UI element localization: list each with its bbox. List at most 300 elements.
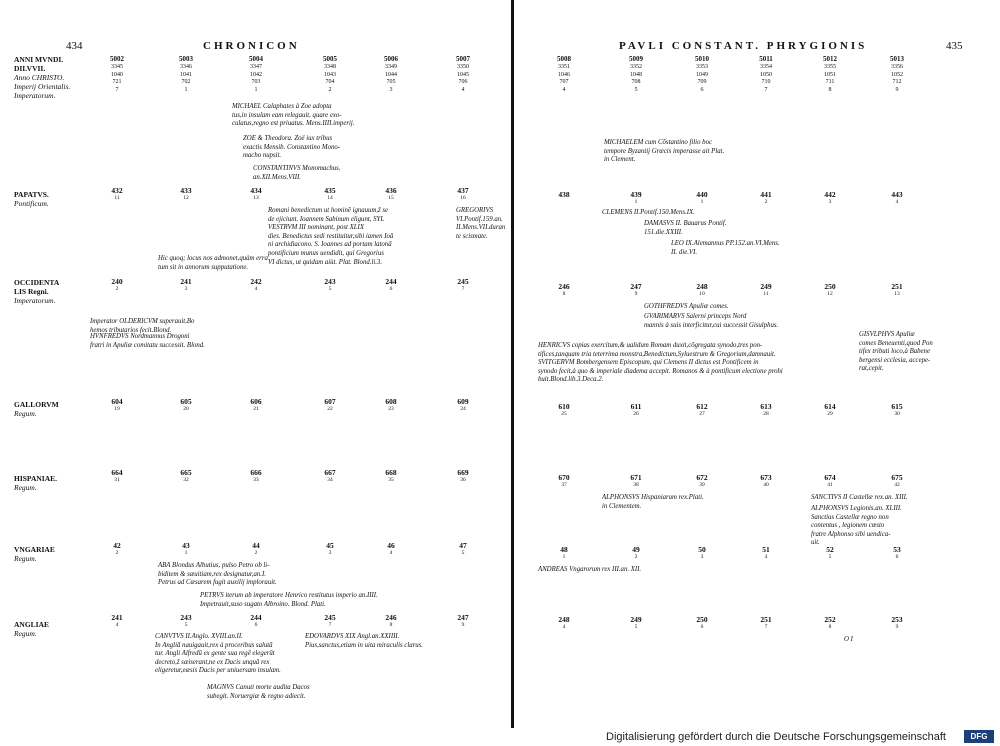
cell-number: 249 bbox=[760, 282, 772, 291]
papatus-cell bbox=[448, 186, 478, 201]
row-label-sub: Anno CHRISTO. Imperij Orientalis. Imperatorum. bbox=[14, 73, 71, 100]
cell-sub: 12 bbox=[183, 195, 189, 201]
cell-sub: 3 bbox=[700, 554, 704, 560]
cell-sub: 5 bbox=[328, 286, 332, 292]
year-sub-value: 1040 bbox=[111, 71, 123, 78]
cell-sub: 32 bbox=[183, 477, 189, 483]
row-label-title: GALLORVM bbox=[14, 400, 59, 409]
papatus-cell bbox=[102, 186, 132, 201]
cell-sub: 22 bbox=[327, 406, 333, 412]
cell-number: 246 bbox=[385, 613, 397, 622]
year-sub-value: 1041 bbox=[180, 71, 192, 78]
hispaniae-cell bbox=[687, 473, 717, 488]
cell-sub: 41 bbox=[827, 482, 833, 488]
year-sub-value: 5 bbox=[634, 87, 638, 94]
papatus-cell bbox=[241, 186, 271, 201]
cell-sub: 1 bbox=[634, 199, 638, 205]
year-value: 5009 bbox=[629, 55, 643, 63]
cell-sub: 9 bbox=[895, 624, 899, 630]
chronicle-note: SANCTIVS II Castellæ rex.an. XIII. bbox=[811, 494, 908, 501]
cell-sub: 2 bbox=[254, 550, 258, 556]
papatus-cell bbox=[815, 190, 845, 205]
cell-number: 668 bbox=[385, 468, 397, 477]
angliae-cell bbox=[815, 615, 845, 630]
cell-sub: 23 bbox=[388, 406, 394, 412]
cell-sub: 4 bbox=[562, 624, 566, 630]
year-sub-value: 703 bbox=[251, 79, 261, 86]
hispaniae-cell bbox=[751, 473, 781, 488]
cell-sub: 13 bbox=[894, 291, 900, 297]
year-sub-value: 3355 bbox=[824, 63, 836, 70]
cell-number: 441 bbox=[760, 190, 772, 199]
row-label bbox=[14, 474, 57, 492]
cell-sub: 42 bbox=[894, 482, 900, 488]
year-value: 5004 bbox=[249, 55, 263, 63]
cell-number: 611 bbox=[630, 402, 642, 411]
row-label bbox=[14, 55, 70, 100]
cell-number: 667 bbox=[324, 468, 336, 477]
year-sub-value: 3353 bbox=[696, 63, 708, 70]
year-sub-value: 4 bbox=[562, 87, 566, 94]
angliae-cell bbox=[102, 613, 132, 628]
footer-credit: Digitalisierung gefördert durch die Deutsche Forschungsgemeinschaft bbox=[606, 731, 946, 743]
chronicle-note: MAGNVS Canuti morte audita Dacos subegit. Noruergiæ & regno adiecit. bbox=[207, 684, 310, 700]
row-label bbox=[14, 190, 49, 208]
vngariae-cell bbox=[687, 545, 717, 560]
cell-sub: 5 bbox=[828, 554, 832, 560]
cell-sub: 39 bbox=[699, 482, 705, 488]
cell-number: 434 bbox=[250, 186, 262, 195]
papatus-cell bbox=[687, 190, 717, 205]
cell-sub: 5 bbox=[184, 622, 188, 628]
page-number: 435 bbox=[946, 40, 963, 52]
cell-sub: 11 bbox=[763, 291, 769, 297]
cell-sub: 26 bbox=[633, 411, 639, 417]
cell-number: 606 bbox=[250, 397, 262, 406]
cell-sub: 37 bbox=[561, 482, 567, 488]
cell-number: 47 bbox=[459, 541, 467, 550]
right-page bbox=[514, 0, 1000, 728]
cell-sub: 28 bbox=[763, 411, 769, 417]
cell-sub: 3 bbox=[328, 550, 332, 556]
hispaniae-cell bbox=[448, 468, 478, 483]
cell-number: 246 bbox=[558, 282, 570, 291]
year-sub-value: 1042 bbox=[250, 71, 262, 78]
vngariae-cell bbox=[241, 541, 271, 556]
cell-number: 245 bbox=[324, 613, 336, 622]
chronicle-note: GREGORIVS VI.Pontif.159.an. II.Mens.VII.duran te scismate. bbox=[456, 207, 506, 240]
cell-sub: 6 bbox=[389, 286, 393, 292]
gallorum-cell bbox=[315, 397, 345, 412]
chronicle-note: ZOE & Theodora. Zoë iux tribus exactis Mensib. Constantino Mono- macho nupsit. bbox=[243, 135, 341, 160]
hispaniae-cell bbox=[549, 473, 579, 488]
year-sub-value: 1051 bbox=[824, 71, 836, 78]
occid-cell bbox=[171, 277, 201, 292]
year-sub-value: 1052 bbox=[891, 71, 903, 78]
cell-number: 44 bbox=[252, 541, 260, 550]
cell-sub: 21 bbox=[253, 406, 259, 412]
angliae-cell bbox=[549, 615, 579, 630]
page-number: 434 bbox=[66, 40, 83, 52]
cell-sub: 2 bbox=[634, 554, 638, 560]
occid-cell bbox=[882, 282, 912, 297]
cell-number: 610 bbox=[558, 402, 570, 411]
row-label-sub: Regum. bbox=[14, 554, 37, 563]
cell-number: 48 bbox=[560, 545, 568, 554]
cell-number: 241 bbox=[180, 277, 192, 286]
angliae-cell bbox=[376, 613, 406, 628]
row-label-sub: Regum. bbox=[14, 483, 37, 492]
year-sub-value: 4 bbox=[461, 87, 465, 94]
year-value: 5002 bbox=[110, 55, 124, 63]
papatus-cell bbox=[882, 190, 912, 205]
cell-sub: 1 bbox=[562, 554, 566, 560]
year-column bbox=[371, 56, 411, 95]
year-value: 5008 bbox=[557, 55, 571, 63]
cell-number: 671 bbox=[630, 473, 642, 482]
angliae-cell bbox=[751, 615, 781, 630]
angliae-cell bbox=[315, 613, 345, 628]
vngariae-cell bbox=[171, 541, 201, 556]
cell-sub: 34 bbox=[327, 477, 333, 483]
occid-cell bbox=[315, 277, 345, 292]
cell-number: 613 bbox=[760, 402, 772, 411]
year-value: 5013 bbox=[890, 55, 904, 63]
cell-number: 251 bbox=[891, 282, 903, 291]
papatus-cell bbox=[171, 186, 201, 201]
cell-sub: 5 bbox=[461, 550, 465, 556]
cell-sub: 30 bbox=[894, 411, 900, 417]
chronicle-note: Imperator OLDERICVM superauit,Bo hemos tributarios fecit.Blond. bbox=[90, 318, 195, 334]
row-label-sub: Regum. bbox=[14, 409, 37, 418]
cell-number: 50 bbox=[698, 545, 706, 554]
chronicle-note: Hic quoq; locus nos admonet,quàm erra tum sit in annorum supputatione. bbox=[158, 255, 268, 271]
cell-sub: 1 bbox=[184, 550, 188, 556]
cell-sub: 9 bbox=[461, 622, 465, 628]
cell-number: 250 bbox=[696, 615, 708, 624]
cell-number: 432 bbox=[111, 186, 123, 195]
year-sub-value: 3354 bbox=[760, 63, 772, 70]
chronicle-note: ALPHONSVS Hispaniarum rex.Plati. in Clementem. bbox=[602, 494, 704, 510]
row-label-sub: Imperatorum. bbox=[14, 296, 56, 305]
cell-number: 248 bbox=[558, 615, 570, 624]
cell-sub: 2 bbox=[115, 550, 119, 556]
occid-cell bbox=[102, 277, 132, 292]
chronicle-note: O I bbox=[844, 636, 853, 643]
year-column bbox=[236, 56, 276, 95]
cell-number: 665 bbox=[180, 468, 192, 477]
chronicle-note: MICHAELEM cum Cŏstantino filio boc tempore Byzantij Græcis imperasse ait Plat. in Clement. bbox=[604, 139, 725, 164]
chronicle-note: GISVLPHVS Apuliæ comes Beneuenti,quod Pon tifex tributi loco,à Babene bergensi ecclesia, accepe- rat,cepit. bbox=[859, 331, 933, 373]
cell-sub: 7 bbox=[328, 622, 332, 628]
cell-number: 252 bbox=[824, 615, 836, 624]
cell-number: 240 bbox=[111, 277, 123, 286]
row-label-title: ANNI MVNDI. DILVVII. bbox=[14, 55, 64, 73]
cell-sub: 38 bbox=[633, 482, 639, 488]
cell-number: 248 bbox=[696, 282, 708, 291]
papatus-cell bbox=[376, 186, 406, 201]
vngariae-cell bbox=[315, 541, 345, 556]
year-sub-value: 1 bbox=[254, 87, 258, 94]
cell-number: 253 bbox=[891, 615, 903, 624]
year-sub-value: 1 bbox=[184, 87, 188, 94]
cell-sub: 9 bbox=[634, 291, 638, 297]
year-column bbox=[810, 56, 850, 95]
year-value: 5006 bbox=[384, 55, 398, 63]
angliae-cell bbox=[448, 613, 478, 628]
chronicle-note: CONSTANTINVS Monomachus. an.XII.Mens.VIII. bbox=[253, 165, 341, 181]
cell-number: 43 bbox=[182, 541, 190, 550]
cell-number: 612 bbox=[696, 402, 708, 411]
cell-number: 664 bbox=[111, 468, 123, 477]
cell-number: 442 bbox=[824, 190, 836, 199]
year-sub-value: 1049 bbox=[696, 71, 708, 78]
vngariae-cell bbox=[621, 545, 651, 560]
cell-number: 614 bbox=[824, 402, 836, 411]
cell-number: 605 bbox=[180, 397, 192, 406]
year-sub-value: 3350 bbox=[457, 63, 469, 70]
cell-sub: 12 bbox=[827, 291, 833, 297]
year-sub-value: 3349 bbox=[385, 63, 397, 70]
year-column bbox=[443, 56, 483, 95]
cell-sub: 6 bbox=[700, 624, 704, 630]
row-label-sub: Regum. bbox=[14, 629, 37, 638]
row-label bbox=[14, 620, 49, 638]
year-column bbox=[877, 56, 917, 95]
cell-number: 242 bbox=[250, 277, 262, 286]
cell-sub: 1 bbox=[700, 199, 704, 205]
cell-number: 241 bbox=[111, 613, 123, 622]
gallorum-cell bbox=[687, 402, 717, 417]
cell-sub: 20 bbox=[183, 406, 189, 412]
year-sub-value: 3356 bbox=[891, 63, 903, 70]
hispaniae-cell bbox=[376, 468, 406, 483]
year-column bbox=[682, 56, 722, 95]
cell-number: 673 bbox=[760, 473, 772, 482]
dfg-logo: DFG bbox=[964, 730, 994, 743]
occid-cell bbox=[815, 282, 845, 297]
row-label-title: VNGARIAE bbox=[14, 545, 55, 554]
cell-number: 49 bbox=[632, 545, 640, 554]
papatus-cell bbox=[621, 190, 651, 205]
year-sub-value: 709 bbox=[697, 79, 707, 86]
cell-sub: 3 bbox=[828, 199, 832, 205]
year-value: 5005 bbox=[323, 55, 337, 63]
year-sub-value: 1046 bbox=[558, 71, 570, 78]
cell-number: 438 bbox=[558, 190, 570, 199]
occid-cell bbox=[549, 282, 579, 297]
year-sub-value: 3 bbox=[389, 87, 393, 94]
year-sub-value: 3346 bbox=[180, 63, 192, 70]
angliae-cell bbox=[241, 613, 271, 628]
cell-sub: 33 bbox=[253, 477, 259, 483]
cell-sub: 31 bbox=[114, 477, 120, 483]
year-value: 5010 bbox=[695, 55, 709, 63]
cell-number: 51 bbox=[762, 545, 770, 554]
chronicle-note: HENRICVS copias exercitum,& ualidum Romam duxit,cōgregata synodo,tres pon- tifices,tanquam tria teterrima monstra,Benedictum,Syluestrum & Gregorium,damnauit. SVITGERVM Bombergensem Episcopum, qui Clemens II dictus est Pontificem in synodo fecit,à quo & imperiale diadema accepit. Romanos & à pontificum electione prohi buit.Blond.lib.3.Deca.2. bbox=[538, 342, 783, 384]
occid-cell bbox=[376, 277, 406, 292]
cell-sub: 27 bbox=[699, 411, 705, 417]
row-label bbox=[14, 278, 59, 305]
year-sub-value: 721 bbox=[112, 79, 122, 86]
cell-number: 440 bbox=[696, 190, 708, 199]
cell-number: 604 bbox=[111, 397, 123, 406]
hispaniae-cell bbox=[621, 473, 651, 488]
cell-number: 251 bbox=[760, 615, 772, 624]
year-sub-value: 2 bbox=[328, 87, 332, 94]
gallorum-cell bbox=[549, 402, 579, 417]
hispaniae-cell bbox=[815, 473, 845, 488]
cell-sub: 4 bbox=[895, 199, 899, 205]
cell-sub: 4 bbox=[254, 286, 258, 292]
cell-number: 615 bbox=[891, 402, 903, 411]
chronicle-note: CANVTVS II.Anglo. XVIII.an.II. In Angliā nauigauit,rex à proceribus salutā tur. Angli Alfredū ex gente sua regē elegerūt decreto,ž sæiserant,ne ex Dacis unquā rex eligeretur,eæsis Dacis per uniuersam insulam. bbox=[155, 633, 281, 675]
cell-number: 250 bbox=[824, 282, 836, 291]
hispaniae-cell bbox=[882, 473, 912, 488]
gallorum-cell bbox=[882, 402, 912, 417]
cell-number: 249 bbox=[630, 615, 642, 624]
hispaniae-cell bbox=[241, 468, 271, 483]
cell-sub: 4 bbox=[764, 554, 768, 560]
vngariae-cell bbox=[376, 541, 406, 556]
cell-sub: 3 bbox=[184, 286, 188, 292]
year-column bbox=[544, 56, 584, 95]
cell-number: 670 bbox=[558, 473, 570, 482]
chronicle-note: Romani benedictum ut hominĕ ignauum,ž se de ejiciunt. Ioannem Sabinum eligunt, SYL VESTRVM III nominant, post XLIX dies. Benedictus sedi restituitur,sibi iamen Ioă ni archidiacono. S. Ioannes ad portam latonā pontificium munus uendidit, qui Gregorius VI dictus, ut quidam aiùt. Plat. Blond.li.3. bbox=[268, 207, 394, 266]
year-value: 5003 bbox=[179, 55, 193, 63]
vngariae-cell bbox=[751, 545, 781, 560]
year-value: 5012 bbox=[823, 55, 837, 63]
cell-sub: 8 bbox=[389, 622, 393, 628]
chronicle-note: PETRVS iterum ab imperatore Henrico restitutus imperio an.IIII. Impetrauit,suso sugato Albroino. Blond. Plati. bbox=[200, 592, 378, 608]
angliae-cell bbox=[687, 615, 717, 630]
gallorum-cell bbox=[102, 397, 132, 412]
cell-number: 53 bbox=[893, 545, 901, 554]
cell-sub: 2 bbox=[115, 286, 119, 292]
papatus-cell bbox=[751, 190, 781, 205]
year-value: 5011 bbox=[759, 55, 773, 63]
row-label-title: ANGLIAE bbox=[14, 620, 50, 629]
cell-number: 675 bbox=[891, 473, 903, 482]
row-label bbox=[14, 400, 59, 418]
year-sub-value: 1043 bbox=[324, 71, 336, 78]
year-sub-value: 1050 bbox=[760, 71, 772, 78]
hispaniae-cell bbox=[171, 468, 201, 483]
year-sub-value: 704 bbox=[325, 79, 335, 86]
year-column bbox=[97, 56, 137, 95]
year-sub-value: 1044 bbox=[385, 71, 397, 78]
cell-number: 244 bbox=[385, 277, 397, 286]
cell-sub: 7 bbox=[764, 624, 768, 630]
year-sub-value: 3347 bbox=[250, 63, 262, 70]
gallorum-cell bbox=[815, 402, 845, 417]
cell-number: 436 bbox=[385, 186, 397, 195]
year-sub-value: 7 bbox=[115, 87, 119, 94]
gallorum-cell bbox=[621, 402, 651, 417]
chronicle-note: ALPHONSVS Legionis.an. XLIII. Sanctius Castellæ regno non contentus , legionem cœsto fratre Alphonso sibi uendica- uit. bbox=[811, 505, 902, 547]
year-sub-value: 702 bbox=[181, 79, 191, 86]
cell-number: 243 bbox=[180, 613, 192, 622]
cell-sub: 7 bbox=[461, 286, 465, 292]
year-sub-value: 3352 bbox=[630, 63, 642, 70]
cell-sub: 8 bbox=[562, 291, 566, 297]
year-sub-value: 7 bbox=[764, 87, 768, 94]
row-label-sub: Pontificum. bbox=[14, 199, 49, 208]
chronicle-note: MICHAEL Calaphates à Zoe adopta tus,in insulam eam relegauit, quare exo- culatus,regno est priuatus. Mens.IIII.imperij. bbox=[232, 103, 355, 128]
cell-sub: 8 bbox=[828, 624, 832, 630]
row-label bbox=[14, 545, 55, 563]
vngariae-cell bbox=[549, 545, 579, 560]
cell-number: 666 bbox=[250, 468, 262, 477]
year-sub-value: 6 bbox=[700, 87, 704, 94]
cell-sub: 10 bbox=[699, 291, 705, 297]
year-sub-value: 9 bbox=[895, 87, 899, 94]
year-sub-value: 705 bbox=[386, 79, 396, 86]
hispaniae-cell bbox=[315, 468, 345, 483]
cell-sub: 25 bbox=[561, 411, 567, 417]
cell-sub: 36 bbox=[460, 477, 466, 483]
year-sub-value: 707 bbox=[559, 79, 569, 86]
cell-sub: 11 bbox=[114, 195, 120, 201]
cell-sub: 5 bbox=[634, 624, 638, 630]
cell-number: 608 bbox=[385, 397, 397, 406]
year-sub-value: 3348 bbox=[324, 63, 336, 70]
cell-number: 42 bbox=[113, 541, 121, 550]
gallorum-cell bbox=[751, 402, 781, 417]
cell-sub: 35 bbox=[388, 477, 394, 483]
chronicle-note: GVARIMARVS Salerni princeps Nord mannis à suis interficitur,cui successit Gisulphus. bbox=[644, 313, 779, 329]
year-column bbox=[166, 56, 206, 95]
year-sub-value: 712 bbox=[892, 79, 902, 86]
cell-number: 674 bbox=[824, 473, 836, 482]
occid-cell bbox=[241, 277, 271, 292]
occid-cell bbox=[751, 282, 781, 297]
year-sub-value: 3345 bbox=[111, 63, 123, 70]
cell-number: 247 bbox=[630, 282, 642, 291]
chronicle-note: DAMASVS II. Bauarus Pontif. 151.die.XXIII. bbox=[644, 220, 727, 236]
cell-number: 433 bbox=[180, 186, 192, 195]
gallorum-cell bbox=[448, 397, 478, 412]
row-label-title: PAPATVS. bbox=[14, 190, 49, 199]
chronicle-note: ABA Blondus Albutius, pulso Petro ob li- biditem & sæuitiam,rex designatur,an.I. Petrus ad Cæsarem fugit auxilij implorauit. bbox=[158, 562, 277, 587]
year-sub-value: 711 bbox=[825, 79, 835, 86]
running-header: CHRONICON bbox=[203, 40, 300, 52]
cell-number: 243 bbox=[324, 277, 336, 286]
row-label-title: OCCIDENTA LIS Regni. bbox=[14, 278, 60, 296]
cell-number: 244 bbox=[250, 613, 262, 622]
year-value: 5007 bbox=[456, 55, 470, 63]
cell-number: 46 bbox=[387, 541, 395, 550]
cell-sub: 6 bbox=[895, 554, 899, 560]
cell-number: 437 bbox=[457, 186, 469, 195]
chronicle-note: HVNFREDVS Nordmannus Drogoni fratri in Apuliæ comitatu successit. Blond. bbox=[90, 333, 205, 349]
cell-number: 435 bbox=[324, 186, 336, 195]
cell-number: 607 bbox=[324, 397, 336, 406]
year-sub-value: 710 bbox=[761, 79, 771, 86]
cell-sub: 19 bbox=[114, 406, 120, 412]
chronicle-note: LEO IX.Alemannus PP.152.an.VI.Mens. II. die.VI. bbox=[671, 240, 780, 256]
cell-sub: 2 bbox=[764, 199, 768, 205]
chronicle-note: CLEMENS II.Pontif.150.Mens.IX. bbox=[602, 209, 695, 216]
cell-number: 45 bbox=[326, 541, 334, 550]
cell-sub: 16 bbox=[460, 195, 466, 201]
occid-cell bbox=[448, 277, 478, 292]
papatus-cell bbox=[549, 190, 579, 199]
year-sub-value: 1045 bbox=[457, 71, 469, 78]
hispaniae-cell bbox=[102, 468, 132, 483]
cell-number: 247 bbox=[457, 613, 469, 622]
year-sub-value: 1048 bbox=[630, 71, 642, 78]
